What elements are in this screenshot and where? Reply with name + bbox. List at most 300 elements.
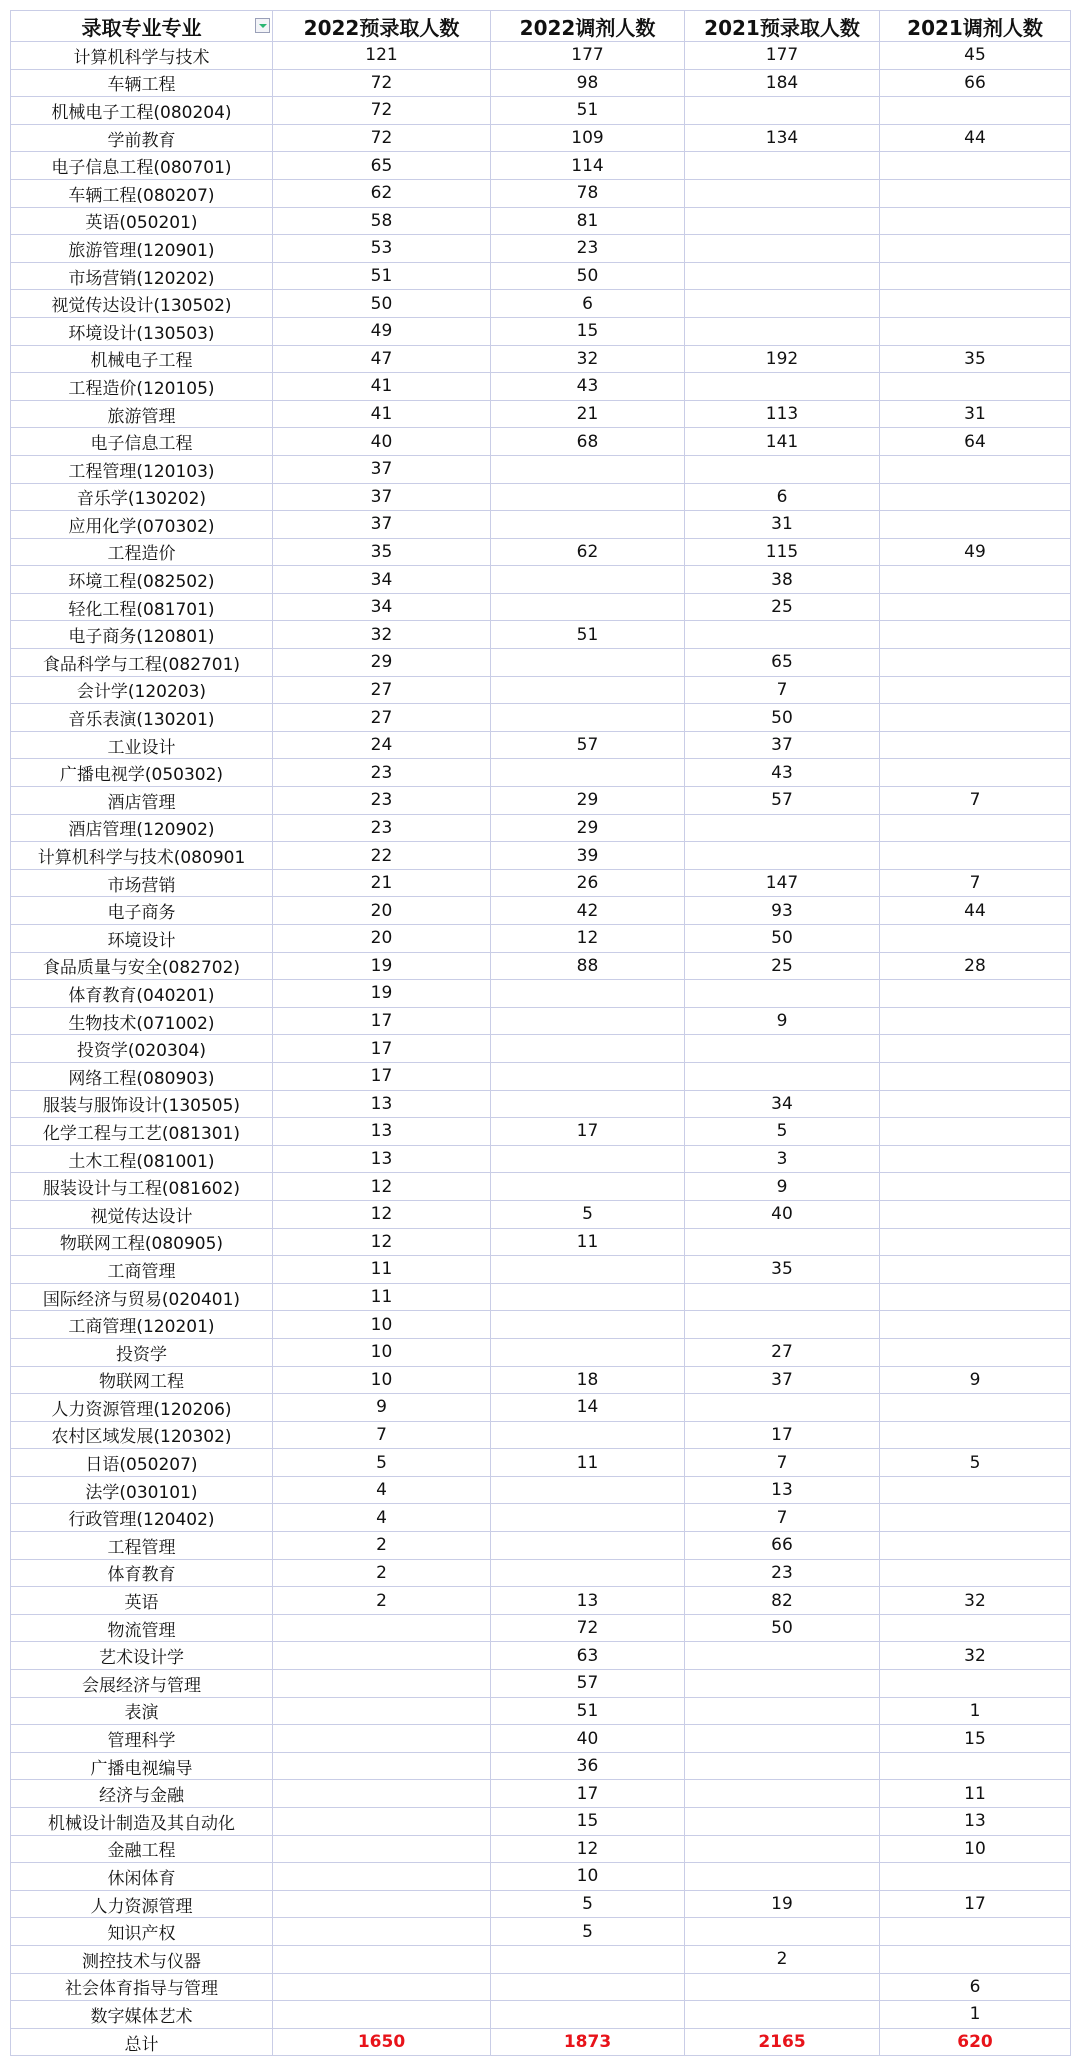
cell-2021-pre-admit[interactable]: 40 <box>685 1200 880 1228</box>
cell-2021-transfer[interactable] <box>880 373 1071 401</box>
cell-2022-pre-admit[interactable]: 4 <box>273 1476 491 1504</box>
cell-2022-pre-admit[interactable]: 10 <box>273 1366 491 1394</box>
cell-major[interactable]: 服装与服饰设计(130505) <box>11 1090 273 1118</box>
cell-major[interactable]: 食品质量与安全(082702) <box>11 952 273 980</box>
cell-2022-pre-admit[interactable] <box>273 1780 491 1808</box>
cell-2021-transfer[interactable]: 15 <box>880 1725 1071 1753</box>
cell-2022-pre-admit[interactable]: 121 <box>273 42 491 70</box>
cell-2022-pre-admit[interactable] <box>273 1945 491 1973</box>
cell-major[interactable]: 人力资源管理(120206) <box>11 1394 273 1422</box>
cell-major[interactable]: 网络工程(080903) <box>11 1062 273 1090</box>
cell-2022-pre-admit[interactable]: 29 <box>273 649 491 677</box>
cell-2021-transfer[interactable]: 1 <box>880 2001 1071 2029</box>
cell-2021-pre-admit[interactable]: 2 <box>685 1945 880 1973</box>
cell-2022-pre-admit[interactable]: 34 <box>273 593 491 621</box>
cell-2021-transfer[interactable]: 32 <box>880 1587 1071 1615</box>
cell-2021-transfer[interactable]: 1 <box>880 1697 1071 1725</box>
cell-2021-transfer[interactable] <box>880 235 1071 263</box>
cell-2021-transfer[interactable] <box>880 317 1071 345</box>
cell-major[interactable]: 社会体育指导与管理 <box>11 1973 273 2001</box>
cell-2021-transfer[interactable]: 9 <box>880 1366 1071 1394</box>
cell-2021-transfer[interactable] <box>880 1394 1071 1422</box>
cell-major[interactable]: 金融工程 <box>11 1835 273 1863</box>
cell-2022-pre-admit[interactable]: 40 <box>273 428 491 456</box>
cell-2022-pre-admit[interactable]: 7 <box>273 1421 491 1449</box>
cell-2021-pre-admit[interactable] <box>685 1752 880 1780</box>
cell-2021-pre-admit[interactable]: 57 <box>685 787 880 815</box>
cell-major[interactable]: 市场营销(120202) <box>11 262 273 290</box>
cell-2022-transfer[interactable] <box>491 483 685 511</box>
cell-2022-transfer[interactable] <box>491 566 685 594</box>
cell-2022-pre-admit[interactable]: 20 <box>273 897 491 925</box>
cell-2021-transfer[interactable] <box>880 1090 1071 1118</box>
cell-major[interactable]: 计算机科学与技术 <box>11 42 273 70</box>
header-2021-pre-admit[interactable]: 2021预录取人数 <box>685 11 880 42</box>
cell-2022-transfer[interactable]: 18 <box>491 1366 685 1394</box>
cell-2021-pre-admit[interactable] <box>685 290 880 318</box>
cell-2021-pre-admit[interactable] <box>685 814 880 842</box>
cell-2021-pre-admit[interactable]: 65 <box>685 649 880 677</box>
total-2021-transfer[interactable]: 620 <box>880 2028 1071 2056</box>
header-major[interactable] <box>11 11 273 42</box>
cell-major[interactable]: 环境设计 <box>11 925 273 953</box>
cell-major[interactable]: 机械电子工程(080204) <box>11 97 273 125</box>
cell-2022-transfer[interactable]: 81 <box>491 207 685 235</box>
cell-2021-transfer[interactable] <box>880 483 1071 511</box>
cell-2022-pre-admit[interactable]: 32 <box>273 621 491 649</box>
cell-2021-transfer[interactable] <box>880 621 1071 649</box>
cell-2022-pre-admit[interactable]: 10 <box>273 1311 491 1339</box>
cell-major[interactable]: 物联网工程 <box>11 1366 273 1394</box>
cell-major[interactable]: 农村区域发展(120302) <box>11 1421 273 1449</box>
cell-2021-transfer[interactable]: 10 <box>880 1835 1071 1863</box>
cell-2021-pre-admit[interactable] <box>685 1394 880 1422</box>
cell-2022-pre-admit[interactable] <box>273 1808 491 1836</box>
header-2022-transfer[interactable]: 2022调剂人数 <box>491 11 685 42</box>
cell-major[interactable]: 视觉传达设计(130502) <box>11 290 273 318</box>
cell-major[interactable]: 国际经济与贸易(020401) <box>11 1283 273 1311</box>
cell-2021-pre-admit[interactable] <box>685 1863 880 1891</box>
cell-major[interactable]: 酒店管理(120902) <box>11 814 273 842</box>
cell-major[interactable]: 广播电视编导 <box>11 1752 273 1780</box>
cell-2022-pre-admit[interactable]: 34 <box>273 566 491 594</box>
cell-2022-transfer[interactable]: 21 <box>491 400 685 428</box>
cell-2021-pre-admit[interactable] <box>685 262 880 290</box>
cell-2022-transfer[interactable]: 109 <box>491 124 685 152</box>
cell-2021-pre-admit[interactable]: 192 <box>685 345 880 373</box>
cell-2022-pre-admit[interactable] <box>273 1973 491 2001</box>
cell-major[interactable]: 投资学 <box>11 1338 273 1366</box>
cell-major[interactable]: 土木工程(081001) <box>11 1145 273 1173</box>
cell-2021-transfer[interactable] <box>880 152 1071 180</box>
cell-major[interactable]: 音乐表演(130201) <box>11 704 273 732</box>
cell-2021-transfer[interactable] <box>880 814 1071 842</box>
cell-2022-transfer[interactable] <box>491 1256 685 1284</box>
cell-2022-transfer[interactable]: 12 <box>491 925 685 953</box>
cell-2022-pre-admit[interactable]: 35 <box>273 538 491 566</box>
cell-2021-transfer[interactable] <box>880 1918 1071 1946</box>
cell-2021-pre-admit[interactable]: 37 <box>685 1366 880 1394</box>
cell-2022-transfer[interactable] <box>491 1062 685 1090</box>
cell-2021-pre-admit[interactable]: 82 <box>685 1587 880 1615</box>
cell-2022-transfer[interactable]: 5 <box>491 1918 685 1946</box>
cell-2022-transfer[interactable]: 11 <box>491 1449 685 1477</box>
cell-2022-pre-admit[interactable] <box>273 1890 491 1918</box>
cell-2021-pre-admit[interactable]: 113 <box>685 400 880 428</box>
cell-2021-pre-admit[interactable]: 177 <box>685 42 880 70</box>
cell-2022-pre-admit[interactable]: 11 <box>273 1283 491 1311</box>
cell-major[interactable]: 环境工程(082502) <box>11 566 273 594</box>
cell-2021-pre-admit[interactable]: 9 <box>685 1007 880 1035</box>
cell-2022-transfer[interactable]: 5 <box>491 1200 685 1228</box>
cell-2021-transfer[interactable] <box>880 1283 1071 1311</box>
cell-2022-transfer[interactable]: 39 <box>491 842 685 870</box>
cell-2021-transfer[interactable] <box>880 704 1071 732</box>
cell-2022-transfer[interactable]: 13 <box>491 1587 685 1615</box>
cell-2022-pre-admit[interactable]: 51 <box>273 262 491 290</box>
cell-major[interactable]: 机械电子工程 <box>11 345 273 373</box>
cell-major[interactable]: 学前教育 <box>11 124 273 152</box>
cell-2022-pre-admit[interactable]: 23 <box>273 814 491 842</box>
cell-2021-transfer[interactable]: 17 <box>880 1890 1071 1918</box>
cell-2022-transfer[interactable] <box>491 704 685 732</box>
cell-2021-transfer[interactable] <box>880 842 1071 870</box>
cell-2022-pre-admit[interactable]: 17 <box>273 1062 491 1090</box>
cell-2022-transfer[interactable]: 62 <box>491 538 685 566</box>
cell-2021-pre-admit[interactable] <box>685 2001 880 2029</box>
cell-2022-pre-admit[interactable]: 27 <box>273 676 491 704</box>
cell-2022-pre-admit[interactable]: 37 <box>273 511 491 539</box>
cell-2021-transfer[interactable] <box>880 207 1071 235</box>
cell-major[interactable]: 电子信息工程(080701) <box>11 152 273 180</box>
cell-major[interactable]: 英语(050201) <box>11 207 273 235</box>
cell-2021-pre-admit[interactable]: 37 <box>685 731 880 759</box>
cell-2022-pre-admit[interactable]: 49 <box>273 317 491 345</box>
cell-2021-pre-admit[interactable]: 3 <box>685 1145 880 1173</box>
cell-2021-pre-admit[interactable] <box>685 1725 880 1753</box>
cell-2021-pre-admit[interactable]: 5 <box>685 1118 880 1146</box>
cell-2022-transfer[interactable]: 29 <box>491 814 685 842</box>
cell-major[interactable]: 物联网工程(080905) <box>11 1228 273 1256</box>
cell-2022-transfer[interactable] <box>491 1338 685 1366</box>
cell-major[interactable]: 休闲体育 <box>11 1863 273 1891</box>
cell-2021-transfer[interactable] <box>880 1752 1071 1780</box>
cell-2022-transfer[interactable]: 57 <box>491 731 685 759</box>
cell-2022-pre-admit[interactable]: 24 <box>273 731 491 759</box>
cell-2021-pre-admit[interactable]: 6 <box>685 483 880 511</box>
cell-2022-transfer[interactable]: 5 <box>491 1890 685 1918</box>
cell-major[interactable]: 化学工程与工艺(081301) <box>11 1118 273 1146</box>
cell-2022-transfer[interactable] <box>491 1090 685 1118</box>
cell-2021-pre-admit[interactable]: 23 <box>685 1559 880 1587</box>
cell-2022-pre-admit[interactable] <box>273 1863 491 1891</box>
cell-2021-pre-admit[interactable]: 43 <box>685 759 880 787</box>
cell-major[interactable]: 工程管理(120103) <box>11 455 273 483</box>
cell-2021-transfer[interactable] <box>880 1200 1071 1228</box>
cell-2022-pre-admit[interactable]: 27 <box>273 704 491 732</box>
cell-2021-pre-admit[interactable]: 7 <box>685 1449 880 1477</box>
cell-2022-pre-admit[interactable]: 13 <box>273 1090 491 1118</box>
cell-2021-transfer[interactable] <box>880 1145 1071 1173</box>
cell-2022-transfer[interactable]: 51 <box>491 97 685 125</box>
cell-2021-transfer[interactable] <box>880 1256 1071 1284</box>
cell-2022-pre-admit[interactable]: 37 <box>273 455 491 483</box>
total-2022-transfer[interactable]: 1873 <box>491 2028 685 2056</box>
cell-2021-transfer[interactable] <box>880 1476 1071 1504</box>
cell-major[interactable]: 旅游管理(120901) <box>11 235 273 263</box>
cell-major[interactable]: 法学(030101) <box>11 1476 273 1504</box>
cell-2021-transfer[interactable] <box>880 980 1071 1008</box>
cell-2022-transfer[interactable] <box>491 2001 685 2029</box>
cell-2022-pre-admit[interactable]: 19 <box>273 980 491 1008</box>
cell-major[interactable]: 环境设计(130503) <box>11 317 273 345</box>
cell-2021-pre-admit[interactable]: 184 <box>685 69 880 97</box>
cell-2022-transfer[interactable]: 36 <box>491 1752 685 1780</box>
cell-2022-transfer[interactable]: 23 <box>491 235 685 263</box>
cell-2021-transfer[interactable] <box>880 1614 1071 1642</box>
cell-major[interactable]: 车辆工程 <box>11 69 273 97</box>
cell-2022-pre-admit[interactable]: 10 <box>273 1338 491 1366</box>
cell-2022-pre-admit[interactable] <box>273 1835 491 1863</box>
cell-2021-pre-admit[interactable]: 31 <box>685 511 880 539</box>
cell-major[interactable]: 表演 <box>11 1697 273 1725</box>
cell-2022-transfer[interactable]: 17 <box>491 1118 685 1146</box>
cell-2021-transfer[interactable] <box>880 1173 1071 1201</box>
cell-2022-pre-admit[interactable]: 12 <box>273 1173 491 1201</box>
cell-2021-pre-admit[interactable] <box>685 842 880 870</box>
cell-2021-pre-admit[interactable]: 17 <box>685 1421 880 1449</box>
cell-2021-pre-admit[interactable]: 13 <box>685 1476 880 1504</box>
cell-2021-transfer[interactable] <box>880 1228 1071 1256</box>
cell-2021-pre-admit[interactable]: 25 <box>685 952 880 980</box>
cell-2022-pre-admit[interactable]: 22 <box>273 842 491 870</box>
cell-2021-pre-admit[interactable] <box>685 152 880 180</box>
cell-2021-pre-admit[interactable] <box>685 1697 880 1725</box>
cell-2022-pre-admit[interactable]: 72 <box>273 97 491 125</box>
cell-2021-transfer[interactable]: 66 <box>880 69 1071 97</box>
cell-2022-pre-admit[interactable] <box>273 1697 491 1725</box>
cell-2022-transfer[interactable] <box>491 1421 685 1449</box>
cell-major[interactable]: 知识产权 <box>11 1918 273 1946</box>
cell-2021-transfer[interactable]: 5 <box>880 1449 1071 1477</box>
cell-major[interactable]: 行政管理(120402) <box>11 1504 273 1532</box>
cell-2021-pre-admit[interactable] <box>685 235 880 263</box>
cell-major[interactable]: 体育教育(040201) <box>11 980 273 1008</box>
cell-2021-pre-admit[interactable] <box>685 1062 880 1090</box>
cell-major[interactable]: 酒店管理 <box>11 787 273 815</box>
cell-2022-transfer[interactable]: 177 <box>491 42 685 70</box>
cell-2021-transfer[interactable]: 7 <box>880 869 1071 897</box>
cell-2021-transfer[interactable] <box>880 97 1071 125</box>
total-major[interactable]: 总计 <box>11 2028 273 2056</box>
cell-2022-pre-admit[interactable]: 41 <box>273 373 491 401</box>
cell-2022-pre-admit[interactable]: 23 <box>273 787 491 815</box>
cell-2022-pre-admit[interactable]: 72 <box>273 124 491 152</box>
cell-2021-transfer[interactable] <box>880 1118 1071 1146</box>
cell-2022-transfer[interactable]: 29 <box>491 787 685 815</box>
cell-2021-transfer[interactable] <box>880 455 1071 483</box>
cell-2021-transfer[interactable] <box>880 731 1071 759</box>
cell-2021-pre-admit[interactable]: 19 <box>685 1890 880 1918</box>
cell-major[interactable]: 机械设计制造及其自动化 <box>11 1808 273 1836</box>
cell-2022-pre-admit[interactable] <box>273 1614 491 1642</box>
cell-2021-pre-admit[interactable]: 115 <box>685 538 880 566</box>
cell-2021-transfer[interactable] <box>880 1338 1071 1366</box>
cell-2022-pre-admit[interactable]: 23 <box>273 759 491 787</box>
cell-2022-transfer[interactable] <box>491 511 685 539</box>
cell-2022-pre-admit[interactable]: 19 <box>273 952 491 980</box>
cell-2022-pre-admit[interactable]: 17 <box>273 1007 491 1035</box>
cell-2021-pre-admit[interactable] <box>685 373 880 401</box>
cell-2021-pre-admit[interactable]: 134 <box>685 124 880 152</box>
cell-2022-transfer[interactable]: 17 <box>491 1780 685 1808</box>
cell-2021-pre-admit[interactable] <box>685 317 880 345</box>
cell-2021-transfer[interactable] <box>880 593 1071 621</box>
cell-2022-transfer[interactable] <box>491 649 685 677</box>
cell-major[interactable]: 工业设计 <box>11 731 273 759</box>
cell-2021-pre-admit[interactable] <box>685 1035 880 1063</box>
cell-2021-pre-admit[interactable] <box>685 1283 880 1311</box>
cell-major[interactable]: 英语 <box>11 1587 273 1615</box>
cell-2022-transfer[interactable]: 78 <box>491 179 685 207</box>
cell-major[interactable]: 物流管理 <box>11 1614 273 1642</box>
cell-major[interactable]: 经济与金融 <box>11 1780 273 1808</box>
cell-2022-pre-admit[interactable]: 58 <box>273 207 491 235</box>
cell-major[interactable]: 会展经济与管理 <box>11 1670 273 1698</box>
cell-2021-transfer[interactable]: 32 <box>880 1642 1071 1670</box>
cell-major[interactable]: 电子信息工程 <box>11 428 273 456</box>
cell-2022-pre-admit[interactable]: 17 <box>273 1035 491 1063</box>
cell-2021-transfer[interactable]: 6 <box>880 1973 1071 2001</box>
cell-2022-pre-admit[interactable]: 21 <box>273 869 491 897</box>
cell-2022-transfer[interactable]: 15 <box>491 317 685 345</box>
cell-2021-transfer[interactable] <box>880 1945 1071 1973</box>
cell-2021-transfer[interactable] <box>880 1007 1071 1035</box>
cell-2022-transfer[interactable] <box>491 593 685 621</box>
cell-2022-transfer[interactable]: 88 <box>491 952 685 980</box>
cell-2021-pre-admit[interactable]: 66 <box>685 1532 880 1560</box>
cell-2022-pre-admit[interactable]: 50 <box>273 290 491 318</box>
cell-2021-transfer[interactable] <box>880 925 1071 953</box>
cell-major[interactable]: 管理科学 <box>11 1725 273 1753</box>
header-2022-pre-admit[interactable]: 2022预录取人数 <box>273 11 491 42</box>
cell-2022-pre-admit[interactable] <box>273 1642 491 1670</box>
cell-major[interactable]: 车辆工程(080207) <box>11 179 273 207</box>
cell-2021-pre-admit[interactable] <box>685 621 880 649</box>
cell-2022-transfer[interactable]: 63 <box>491 1642 685 1670</box>
cell-2022-pre-admit[interactable]: 13 <box>273 1118 491 1146</box>
cell-2021-transfer[interactable]: 44 <box>880 124 1071 152</box>
cell-2021-transfer[interactable] <box>880 566 1071 594</box>
cell-2022-transfer[interactable]: 15 <box>491 1808 685 1836</box>
cell-major[interactable]: 计算机科学与技术(080901 <box>11 842 273 870</box>
cell-2021-transfer[interactable] <box>880 1062 1071 1090</box>
cell-2021-transfer[interactable]: 13 <box>880 1808 1071 1836</box>
cell-2022-pre-admit[interactable]: 53 <box>273 235 491 263</box>
cell-2022-transfer[interactable]: 26 <box>491 869 685 897</box>
cell-2021-transfer[interactable] <box>880 676 1071 704</box>
cell-2021-transfer[interactable] <box>880 1863 1071 1891</box>
cell-2021-pre-admit[interactable]: 50 <box>685 925 880 953</box>
cell-2021-transfer[interactable]: 64 <box>880 428 1071 456</box>
cell-2021-pre-admit[interactable]: 50 <box>685 1614 880 1642</box>
cell-2022-transfer[interactable] <box>491 1311 685 1339</box>
cell-2021-transfer[interactable]: 31 <box>880 400 1071 428</box>
cell-2022-transfer[interactable] <box>491 1532 685 1560</box>
cell-2022-transfer[interactable] <box>491 1145 685 1173</box>
cell-2021-pre-admit[interactable] <box>685 1808 880 1836</box>
cell-2022-transfer[interactable]: 98 <box>491 69 685 97</box>
cell-2022-pre-admit[interactable]: 41 <box>273 400 491 428</box>
cell-2021-pre-admit[interactable]: 38 <box>685 566 880 594</box>
header-2021-transfer[interactable]: 2021调剂人数 <box>880 11 1071 42</box>
cell-2022-pre-admit[interactable]: 13 <box>273 1145 491 1173</box>
cell-2022-transfer[interactable]: 51 <box>491 1697 685 1725</box>
dropdown-filter-icon[interactable] <box>255 18 270 33</box>
cell-major[interactable]: 生物技术(071002) <box>11 1007 273 1035</box>
cell-2022-pre-admit[interactable] <box>273 1725 491 1753</box>
cell-2021-pre-admit[interactable] <box>685 207 880 235</box>
cell-2022-transfer[interactable]: 11 <box>491 1228 685 1256</box>
cell-2021-transfer[interactable] <box>880 290 1071 318</box>
cell-2022-transfer[interactable]: 32 <box>491 345 685 373</box>
cell-2022-transfer[interactable] <box>491 455 685 483</box>
cell-major[interactable]: 工商管理(120201) <box>11 1311 273 1339</box>
cell-2021-pre-admit[interactable]: 147 <box>685 869 880 897</box>
cell-2022-transfer[interactable] <box>491 1504 685 1532</box>
cell-2021-pre-admit[interactable] <box>685 1228 880 1256</box>
cell-2021-transfer[interactable] <box>880 759 1071 787</box>
cell-2021-pre-admit[interactable]: 35 <box>685 1256 880 1284</box>
cell-2022-pre-admit[interactable]: 4 <box>273 1504 491 1532</box>
cell-2021-transfer[interactable] <box>880 1559 1071 1587</box>
cell-2022-transfer[interactable] <box>491 1007 685 1035</box>
cell-2022-transfer[interactable] <box>491 1476 685 1504</box>
cell-2021-transfer[interactable]: 49 <box>880 538 1071 566</box>
cell-major[interactable]: 工程造价(120105) <box>11 373 273 401</box>
cell-2022-pre-admit[interactable]: 2 <box>273 1587 491 1615</box>
cell-major[interactable]: 体育教育 <box>11 1559 273 1587</box>
cell-2022-transfer[interactable]: 51 <box>491 621 685 649</box>
cell-major[interactable]: 广播电视学(050302) <box>11 759 273 787</box>
total-2021-pre-admit[interactable]: 2165 <box>685 2028 880 2056</box>
cell-major[interactable]: 食品科学与工程(082701) <box>11 649 273 677</box>
cell-2021-transfer[interactable] <box>880 1311 1071 1339</box>
cell-2021-transfer[interactable] <box>880 179 1071 207</box>
cell-2021-pre-admit[interactable]: 27 <box>685 1338 880 1366</box>
cell-2022-transfer[interactable]: 40 <box>491 1725 685 1753</box>
cell-2021-pre-admit[interactable]: 93 <box>685 897 880 925</box>
cell-major[interactable]: 数字媒体艺术 <box>11 2001 273 2029</box>
cell-2022-transfer[interactable] <box>491 1283 685 1311</box>
cell-2021-pre-admit[interactable] <box>685 179 880 207</box>
cell-2022-transfer[interactable]: 43 <box>491 373 685 401</box>
cell-2022-transfer[interactable] <box>491 1945 685 1973</box>
cell-2022-transfer[interactable] <box>491 980 685 1008</box>
cell-major[interactable]: 视觉传达设计 <box>11 1200 273 1228</box>
cell-2022-transfer[interactable]: 12 <box>491 1835 685 1863</box>
cell-2022-pre-admit[interactable]: 65 <box>273 152 491 180</box>
cell-2022-pre-admit[interactable] <box>273 1752 491 1780</box>
cell-major[interactable]: 投资学(020304) <box>11 1035 273 1063</box>
cell-2021-transfer[interactable] <box>880 1670 1071 1698</box>
cell-2021-pre-admit[interactable] <box>685 1835 880 1863</box>
cell-2021-pre-admit[interactable] <box>685 1642 880 1670</box>
cell-major[interactable]: 电子商务(120801) <box>11 621 273 649</box>
cell-2022-transfer[interactable]: 42 <box>491 897 685 925</box>
cell-major[interactable]: 日语(050207) <box>11 1449 273 1477</box>
cell-2021-transfer[interactable]: 35 <box>880 345 1071 373</box>
